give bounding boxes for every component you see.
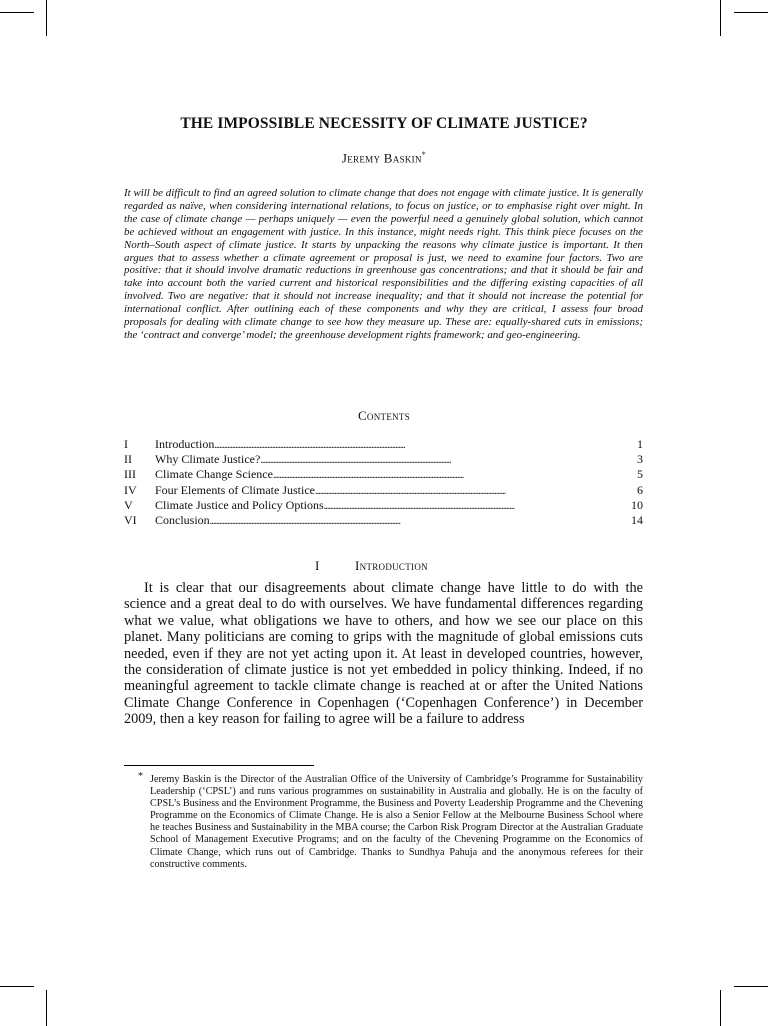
crop-mark bbox=[734, 12, 768, 13]
toc-leader-dots bbox=[214, 437, 636, 452]
crop-mark bbox=[720, 0, 721, 36]
toc-title: Introduction bbox=[155, 437, 215, 451]
toc-page: 14 bbox=[631, 512, 643, 527]
crop-mark bbox=[0, 12, 34, 13]
crop-mark bbox=[720, 990, 721, 1026]
author-line bbox=[0, 150, 768, 166]
toc-row[interactable] bbox=[124, 498, 643, 513]
toc-page: 6 bbox=[637, 482, 643, 497]
contents-heading: Contents bbox=[357, 408, 411, 423]
toc-title: Climate Change Science bbox=[155, 467, 273, 482]
toc-page: 1 bbox=[637, 437, 643, 451]
toc-row[interactable] bbox=[124, 437, 643, 452]
crop-mark bbox=[0, 986, 34, 987]
body-paragraph: It is clear that our disagreements about climate change have little to do with the science and a great deal to do with ourselves. We have fundamental differences regarding what we value, what obligations we have to others, and how we see our place on this planet. Many politicians are coming to grips with the magnitude of global emissions cuts needed, even if they are not yet acting upon it. At least in developed countries, however, the consideration of climate justice is not yet embedded in policy thinking. Indeed, if no meaningful agreement to tackle climate change is reached at or after the United Nations Climate Change Conference in Copenhagen (‘Copenhagen Conference’) in December 2009, then a key reason for failing to agree will be a failure to address bbox=[124, 580, 643, 728]
crop-mark bbox=[734, 986, 768, 987]
toc-title: Why Climate Justice? bbox=[155, 452, 261, 467]
toc-leader-dots bbox=[324, 498, 630, 513]
toc-number: I bbox=[124, 437, 128, 451]
toc-page: 5 bbox=[637, 467, 643, 482]
toc-row[interactable] bbox=[124, 513, 643, 528]
toc-leader-dots bbox=[273, 467, 636, 482]
toc-page: 3 bbox=[637, 452, 643, 467]
section-number: I bbox=[315, 558, 320, 573]
toc-title: Conclusion bbox=[155, 512, 210, 527]
toc-leader-dots bbox=[315, 483, 636, 498]
toc-title: Four Elements of Climate Justice bbox=[155, 482, 315, 497]
abstract: It will be difficult to find an agreed solution to climate change that does not engage with climate justice. It is generally regarded as naïve, when considering international relations, to focus on justice, or to emphasise right over might. In the case of climate change — perhaps uniquely — even the powerful need a genuinely global solution, which cannot be achieved without an engagement with justice. In this instance, might needs right. This think piece focuses on the North–South aspect of climate justice. It starts by unpacking the reasons why climate justice is important. It then argues that to assess whether a climate agreement or proposal is just, we need to examine four factors. Two are positive: that it should involve dramatic reductions in greenhouse gas concentrations; and that it should be fair and take into account both the varied current and historical responsibilities and the differing existing capacities of all involved. Two are negative: that it should not increase inequality; and that it should not increase the potential for international conflict. After outlining each of these components and why they are critical, I assess four broad proposals for dealing with climate change to see how they measure up. These are: equally-shared cuts in emissions; the ‘contract and converge’ model; the greenhouse development rights framework; and geo-engineering. bbox=[124, 187, 643, 341]
toc-row[interactable] bbox=[124, 483, 643, 498]
toc-row[interactable] bbox=[124, 452, 643, 467]
toc-title: Climate Justice and Policy Options bbox=[155, 497, 324, 512]
toc-number: IV bbox=[124, 482, 137, 497]
paper-title: THE IMPOSSIBLE NECESSITY OF CLIMATE JUSTICE? bbox=[180, 115, 588, 132]
toc-leader-dots bbox=[210, 513, 630, 528]
toc-number: V bbox=[124, 497, 133, 512]
author-footnote-marker[interactable]: * bbox=[421, 150, 427, 159]
crop-mark bbox=[46, 990, 47, 1026]
toc-leader-dots bbox=[260, 452, 636, 467]
toc-number: VI bbox=[124, 512, 137, 527]
footnote-marker: * bbox=[138, 771, 143, 782]
crop-mark bbox=[46, 0, 47, 36]
toc-row[interactable] bbox=[124, 467, 643, 482]
table-of-contents bbox=[124, 437, 643, 528]
toc-number: II bbox=[124, 452, 132, 467]
footnote-separator bbox=[124, 765, 314, 766]
toc-number: III bbox=[124, 467, 136, 482]
author-name: Jeremy Baskin bbox=[341, 150, 422, 166]
toc-page: 10 bbox=[631, 497, 643, 512]
footnote-text: Jeremy Baskin is the Director of the Australian Office of the University of Cambridge’s Programme for Sustainability Leadership (‘CPSL’) and runs various programmes on sustainability in Australia and globally. He is on the faculty of CPSL’s Business and the Environment Programme, the Business and Poverty Leadership Programme and the Chevening Programme on the Economics of Climate Change. He is also a Senior Fellow at the Melbourne Business School where he teaches Business and Sustainability in the MBA course; the Carbon Risk Program Director at the Australian Graduate School of Management Executive Programs; and on the faculty of the Chevening Programme on the Economics of Climate Change, which runs out of Cambridge. Thanks to Sundhya Pahuja and the anonymous referees for their constructive comments. bbox=[150, 774, 643, 870]
section-title: Introduction bbox=[355, 558, 428, 573]
